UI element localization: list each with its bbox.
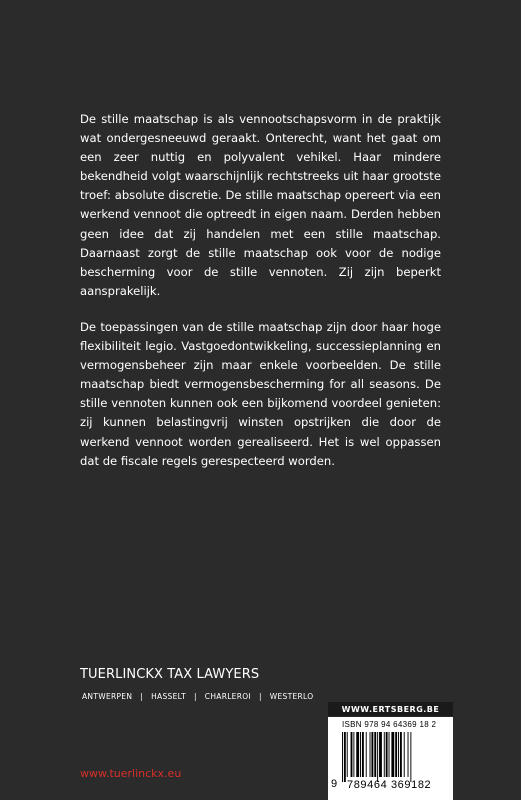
firm-website-link[interactable]: www.tuerlinckx.eu xyxy=(80,767,182,780)
barcode-bar xyxy=(362,732,364,777)
publisher-website: WWW.ERTSBERG.BE xyxy=(328,702,453,716)
barcode-bar xyxy=(386,732,388,777)
barcode-bar xyxy=(344,732,346,782)
barcode-bar xyxy=(377,732,378,782)
barcode-image xyxy=(342,732,442,782)
office-separator: | xyxy=(258,692,262,701)
isbn-text: ISBN 978 94 64369 18 2 xyxy=(342,720,437,729)
barcode-digits: 789464 369182 xyxy=(347,779,432,791)
barcode-bar xyxy=(356,732,359,777)
back-cover-paragraph-1: De stille maatschap is als vennootschapsvorm in de praktijk wat ondergesneeuwd geraakt. Onterecht, want het gaat om een zeer nuttig en polyvalent vehikel. Haar mindere bekendheid volgt waarschijnlijk rechtstreeks uit haar grootste troef: absolute discretie. De stille maatschap opereert via een werkend vennoot die optreedt in eigen naam. Derden hebben geen idee dat zij handelen met een stille maatschap. Daarnaast zorgt de stille maatschap ook voor de nodige bescherming voor de stille vennoten. Zij zijn beperkt aansprakelijk. xyxy=(80,112,441,298)
barcode-bar xyxy=(351,732,353,777)
barcode-bar xyxy=(410,732,411,782)
office-hasselt: HASSELT xyxy=(151,692,186,701)
barcode-bar xyxy=(384,732,385,777)
barcode-bar xyxy=(391,732,394,777)
back-cover-paragraph-2: De toepassingen van de stille maatschap zijn door haar hoge flexibiliteit legio. Vastgoedontwikkeling, successieplanning en vermogensbeheer zijn maar enkele voorbeelden. De stille maatschap biedt vermogensbescherming for all seasons. De stille vennoten kunnen ook een bijkomend voordeel genieten: zij kunnen belastingvrij winsten opstrijken die door de werkend vennoot worden gerealiseerd. Het is wel oppassen dat de fiscale regels gerespecteerd worden. xyxy=(80,320,441,468)
office-charleroi: CHARLEROI xyxy=(204,692,251,701)
barcode-bar xyxy=(360,732,361,777)
barcode-bar xyxy=(347,732,348,777)
barcode-bar xyxy=(342,732,343,782)
barcode-first-digit: 9 xyxy=(331,778,338,790)
barcode-bar xyxy=(404,732,405,777)
barcode-bar xyxy=(374,732,376,777)
barcode-bar xyxy=(366,732,367,777)
office-westerlo: WESTERLO xyxy=(269,692,314,701)
barcode-bar xyxy=(400,732,402,777)
barcode-bar xyxy=(371,732,373,777)
firm-name: TUERLINCKX TAX LAWYERS xyxy=(80,667,260,682)
barcode-bar xyxy=(379,732,382,777)
barcode-bar xyxy=(408,732,409,777)
barcode-bar xyxy=(370,732,371,777)
barcode-bar xyxy=(395,732,397,777)
isbn-barcode-panel xyxy=(328,717,453,800)
office-separator: | xyxy=(140,692,144,701)
office-separator: | xyxy=(193,692,197,701)
barcode-bar xyxy=(353,732,354,777)
office-antwerpen: ANTWERPEN xyxy=(82,692,133,701)
office-list xyxy=(82,692,313,701)
barcode-bar xyxy=(389,732,390,777)
barcode-bar xyxy=(398,732,399,777)
